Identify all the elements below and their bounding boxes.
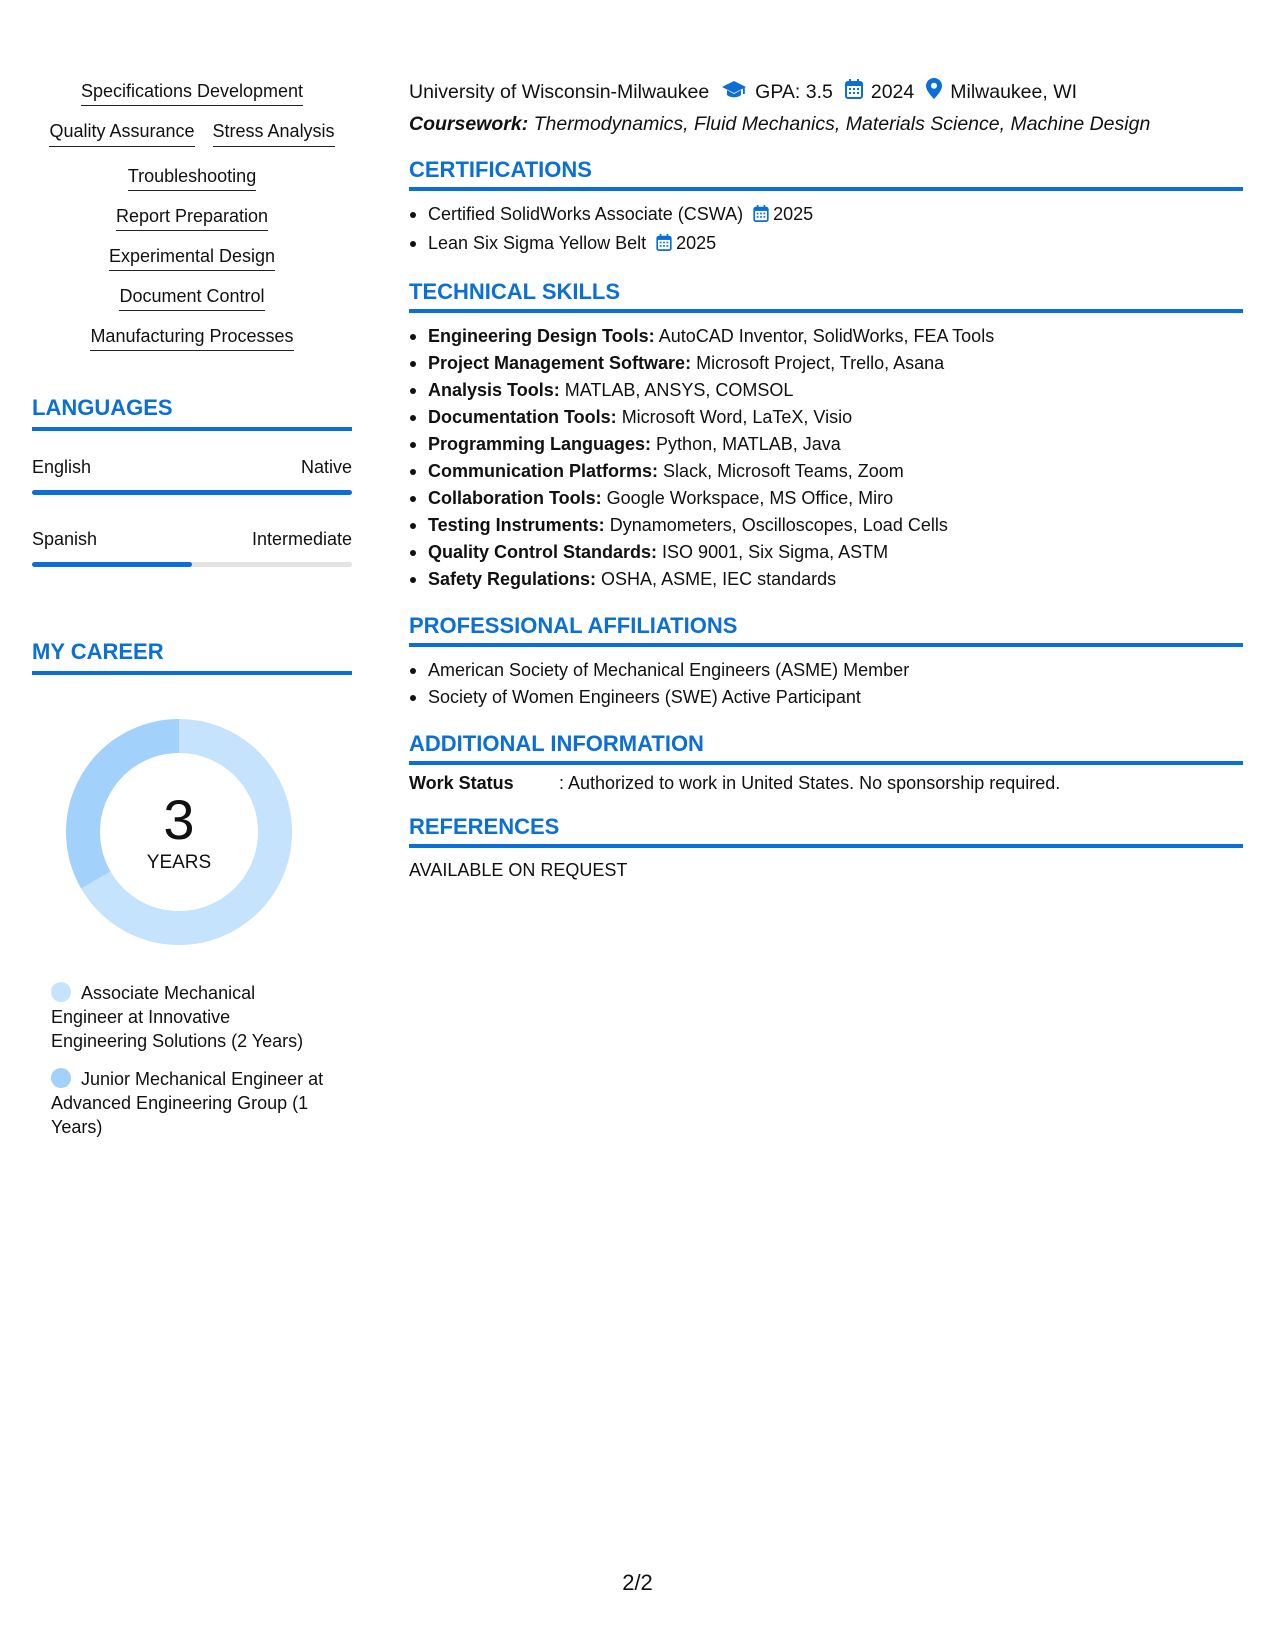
skill-values: Python, MATLAB, Java [656,434,841,454]
left-column [32,80,352,1153]
list-item [409,201,1243,230]
additional-info-title: ADDITIONAL INFORMATION [409,731,1243,765]
work-status-value: : Authorized to work in United States. No sponsorship required. [559,773,1061,793]
skill-tag: Specifications Development [81,81,303,106]
language-level: Intermediate [251,529,352,549]
language-bar [32,490,352,495]
technical-skills-title: TECHNICAL SKILLS [409,279,1243,313]
affiliations-title: PROFESSIONAL AFFILIATIONS [409,613,1243,647]
references-value: AVAILABLE ON REQUEST [409,860,628,880]
career-job-label: Associate Mechanical Engineer at Innovative Engineering Solutions (2 Years) [51,983,304,1051]
skill-values: OSHA, ASME, IEC standards [601,569,837,589]
language-item [32,457,352,495]
career-legend [51,981,331,1139]
skill-category: Communication Platforms: [428,461,659,481]
technical-skills-list [409,323,1243,593]
coursework-label: Coursework: [409,113,529,135]
skill-category: Collaboration Tools: [428,488,602,508]
skill-values: AutoCAD Inventor, SolidWorks, FEA Tools [658,326,995,346]
skill-values: Slack, Microsoft Teams, Zoom [663,461,904,481]
work-status-row [409,773,1243,794]
calendar-icon [656,232,672,259]
skill-row [32,165,352,187]
career-donut-chart [66,719,292,945]
list-item [409,512,1243,539]
skill-row [32,325,352,347]
career-section [32,639,352,1139]
list-item [409,485,1243,512]
certification-year: 2025 [676,233,717,253]
certification-name: Lean Six Sigma Yellow Belt [428,233,647,253]
certifications-list [409,201,1243,259]
skill-category: Documentation Tools: [428,407,617,427]
skill-tag: Manufacturing Processes [90,326,293,351]
school-name: University of Wisconsin-Milwaukee [409,81,710,103]
gpa: GPA: 3.5 [755,81,833,103]
language-name: English [32,457,92,477]
skill-category: Programming Languages: [428,434,652,454]
skill-values: MATLAB, ANSYS, COMSOL [564,380,794,400]
skill-values: Google Workspace, MS Office, Miro [606,488,894,508]
skill-category: Testing Instruments: [428,515,605,535]
career-job-label: Junior Mechanical Engineer at Advanced Engineering Group (1 Years) [51,1069,324,1137]
education-entry [409,78,1243,137]
language-bar [32,562,352,567]
language-level: Native [300,457,352,477]
skill-tag: Document Control [119,286,264,311]
certification-year: 2025 [773,204,814,224]
language-bar-fill [32,490,352,495]
coursework-list: Thermodynamics, Fluid Mechanics, Materials Science, Machine Design [533,113,1151,135]
skill-tag: Experimental Design [109,246,275,271]
skill-tag: Quality Assurance [49,120,194,147]
right-column [409,78,1243,881]
skill-category: Quality Control Standards: [428,542,658,562]
skill-row [32,80,352,102]
legend-color-dot [51,1068,71,1088]
skill-values: ISO 9001, Six Sigma, ASTM [662,542,889,562]
certification-name: Certified SolidWorks Associate (CSWA) [428,204,744,224]
skill-category: Engineering Design Tools: [428,326,655,346]
skill-category: Project Management Software: [428,353,692,373]
skill-tag: Troubleshooting [128,166,256,191]
languages-title: LANGUAGES [32,395,352,431]
legend-color-dot [51,982,71,1002]
skill-row [32,285,352,307]
language-item [32,529,352,567]
list-item [409,431,1243,458]
calendar-icon [753,203,769,230]
affiliations-list [409,657,1243,711]
language-name: Spanish [32,529,98,549]
graduation-year: 2024 [870,81,915,103]
career-legend-item [51,1067,331,1139]
references-title: REFERENCES [409,814,1243,848]
career-legend-item [51,981,331,1053]
language-bar-fill [32,562,192,567]
list-item [409,404,1243,431]
calendar-icon [845,79,863,106]
list-item [409,350,1243,377]
list-item [409,566,1243,593]
school-location: Milwaukee, WI [950,81,1078,103]
work-status-label: Work Status [409,773,514,793]
list-item [409,458,1243,485]
page-number: 2/2 [622,1570,653,1595]
career-total-number: 3 [163,788,195,851]
career-total-unit: YEARS [146,852,212,873]
list-item [409,539,1243,566]
skill-row [32,245,352,267]
list-item [409,230,1243,259]
graduation-cap-icon [721,79,747,106]
skill-values: Dynamometers, Oscilloscopes, Load Cells [609,515,948,535]
list-item [409,377,1243,404]
map-pin-icon [926,78,942,106]
list-item: Society of Women Engineers (SWE) Active Participant [409,684,1243,711]
skills-list [32,80,352,347]
skill-values: Microsoft Word, LaTeX, Visio [621,407,853,427]
skill-row [32,205,352,227]
list-item: American Society of Mechanical Engineers (ASME) Member [409,657,1243,684]
languages-section [32,395,352,567]
skill-tag: Report Preparation [116,206,268,231]
certifications-title: CERTIFICATIONS [409,157,1243,191]
skill-category: Safety Regulations: [428,569,597,589]
skill-category: Analysis Tools: [428,380,560,400]
list-item [409,323,1243,350]
skill-values: Microsoft Project, Trello, Asana [696,353,945,373]
career-title: MY CAREER [32,639,352,675]
skill-tag: Stress Analysis [213,120,335,147]
